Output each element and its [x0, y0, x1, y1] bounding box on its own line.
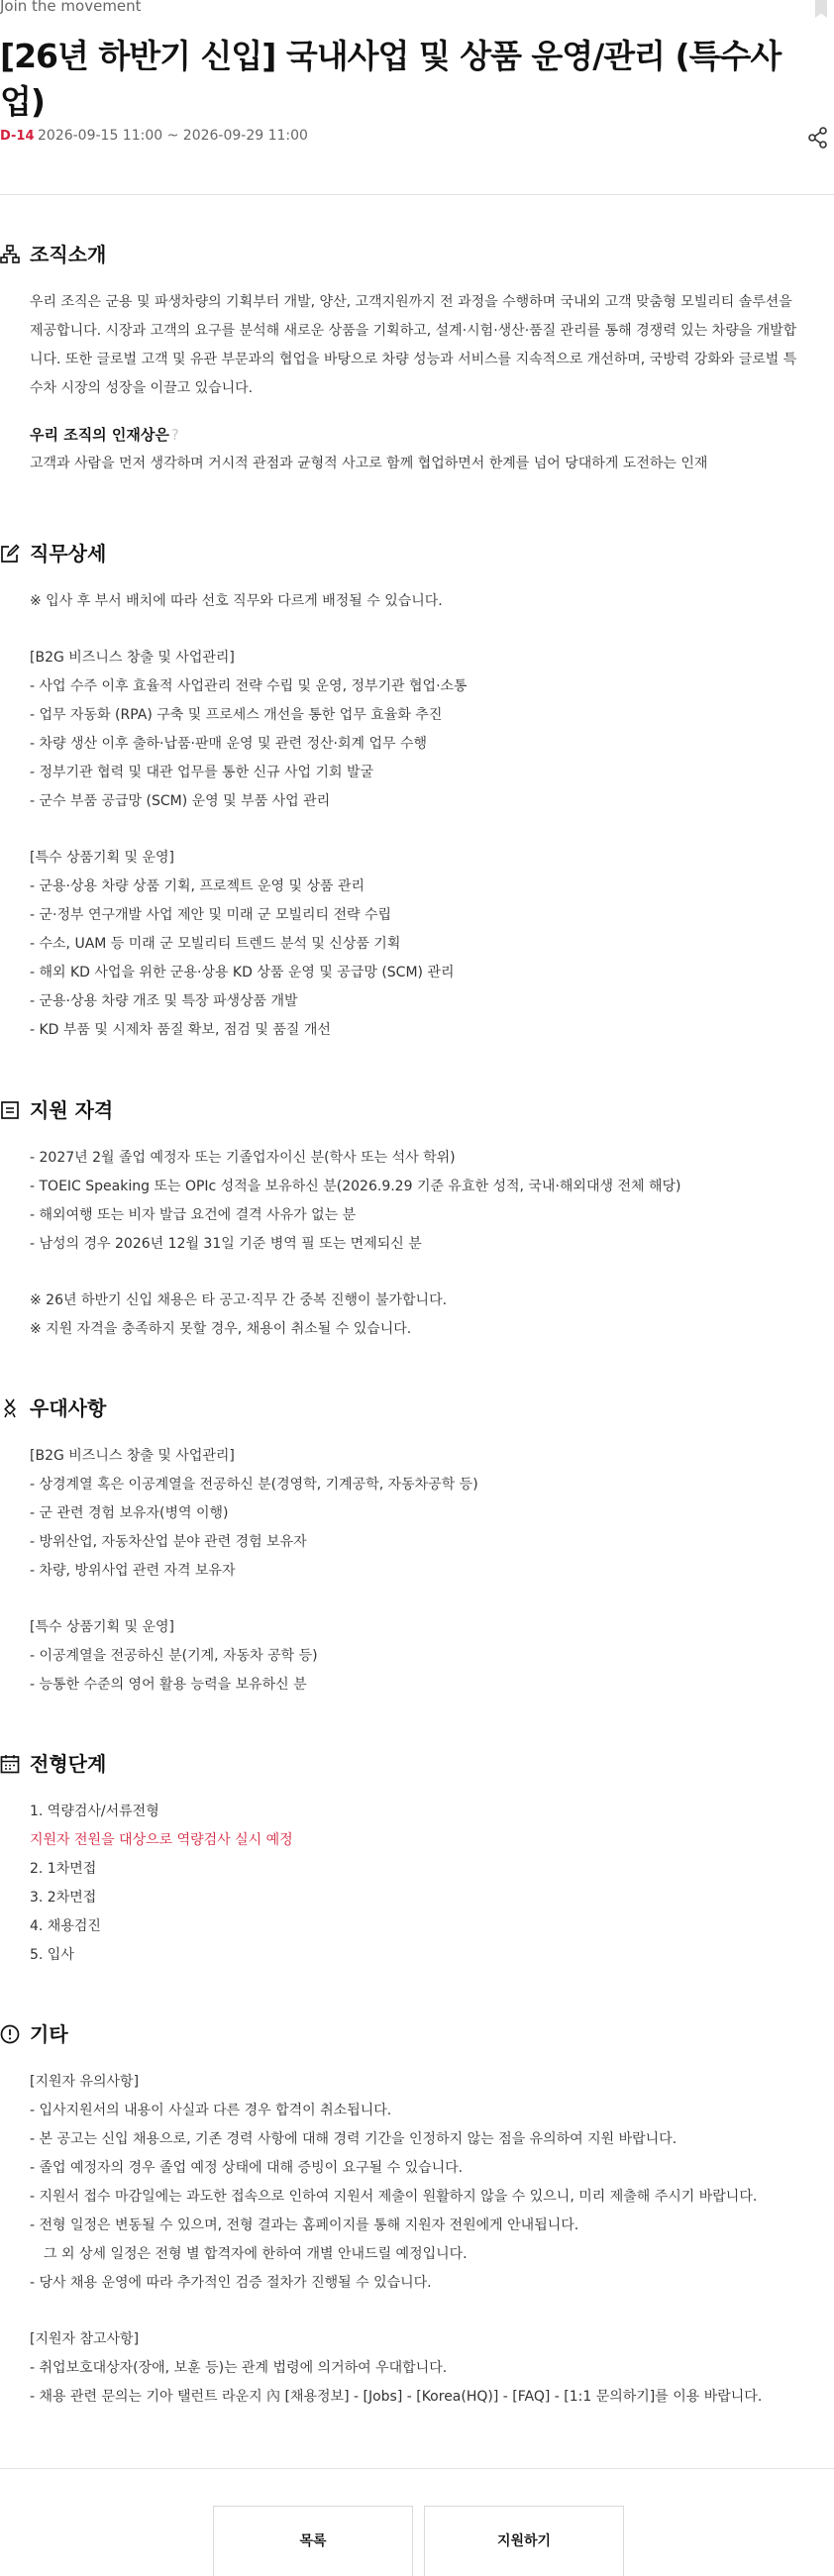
process-step: 3. 2차면접: [30, 1890, 97, 1906]
calendar-icon: [0, 1754, 20, 1774]
section-title: 전형단계: [30, 1752, 107, 1776]
section-org: [0, 241, 834, 478]
action-buttons: [0, 2506, 834, 2576]
page-title: [26년 하반기 신입] 국내사업 및 상품 운영/관리 (특수사업): [0, 37, 782, 121]
section-duty: [0, 540, 834, 1045]
eyebrow-text: Join the movement: [0, 0, 142, 15]
section-header: [0, 1750, 834, 1778]
section-header: [0, 1394, 834, 1422]
list-item: - 해외여행 또는 비자 발급 요건에 결격 사유가 없는 분: [30, 1207, 357, 1223]
header-divider: [0, 194, 834, 195]
list-item: - 수소, UAM 등 미래 군 모빌리티 트렌드 분석 및 신상품 기획: [30, 936, 401, 952]
process-step: 5. 입사: [30, 1947, 74, 1963]
section-body: [0, 1778, 834, 1970]
duty-note: ※ 입사 후 부서 배치에 따라 선호 직무와 다르게 배정될 수 있습니다.: [30, 593, 443, 609]
posting-period: 2026-09-15 11:00 ~ 2026-09-29 11:00: [38, 128, 308, 144]
talent-title: 우리 조직의 인재상은: [30, 426, 169, 444]
list-item: - 군용·상용 차량 개조 및 특장 파생상품 개발: [30, 993, 298, 1009]
apply-button[interactable]: 지원하기: [424, 2506, 624, 2576]
list-item: - 졸업 예정자의 경우 졸업 예정 상태에 대해 증빙이 요구될 수 있습니다.: [30, 2160, 464, 2176]
section-title: 우대사항: [30, 1396, 107, 1420]
section-body: [0, 567, 834, 1045]
process-step: 2. 1차면접: [30, 1861, 97, 1877]
list-item: - 해외 KD 사업을 위한 군용·상용 KD 상품 운영 및 공급망 (SCM) 관리: [30, 965, 455, 980]
list-item: - KD 부품 및 시제차 품질 확보, 점검 및 품질 개선: [30, 1022, 331, 1038]
list-item: - 전형 일정은 변동될 수 있으며, 전형 결과는 홈페이지를 통해 지원자 전원에게 안내됩니다.: [30, 2217, 579, 2233]
list-item: - 군·정부 연구개발 사업 제안 및 미래 군 모빌리티 전략 수립: [30, 907, 392, 923]
section-title: 조직소개: [30, 243, 107, 266]
notice-text: ※ 26년 하반기 신입 채용은 타 공고·직무 간 중복 진행이 불가합니다.: [30, 1292, 448, 1308]
section-body: [0, 2048, 834, 2412]
list-item: - 당사 채용 운영에 따라 추가적인 검증 절차가 진행될 수 있습니다.: [30, 2275, 432, 2291]
list-item: - 상경계열 혹은 이공계열을 전공하신 분(경영학, 기계공학, 자동차공학 등): [30, 1477, 478, 1493]
text-line: 수차 시장의 성장을 이끌고 있습니다.: [30, 380, 254, 396]
posting-meta: [0, 127, 834, 149]
section-body: [0, 268, 834, 478]
section-body: [0, 1422, 834, 1700]
process-step: 1. 역량검사/서류전형: [30, 1803, 159, 1819]
group-title: [지원자 참고사항]: [30, 2331, 140, 2347]
process-step: 4. 채용검진: [30, 1918, 101, 1934]
text-line: 니다. 또한 글로벌 고객 및 유관 부문과의 협업을 바탕으로 차량 성능과 서비스를 지속적으로 개선하며, 국방력 강화와 글로벌 특: [30, 352, 797, 367]
list-item: - 군 관련 경험 보유자(병역 이행): [30, 1505, 229, 1521]
text-line: 제공합니다. 시장과 고객의 요구를 분석해 새로운 상품을 기획하고, 설계·시험·생산·품질 관리를 통해 경쟁력 있는 차량을 개발합: [30, 323, 797, 339]
text-line: 우리 조직은 군용 및 파생차량의 기획부터 개발, 양산, 고객지원까지 전 과정을 수행하며 국내외 고객 맞춤형 모빌리티 솔루션을: [30, 294, 792, 310]
list-item: - 이공계열을 전공하신 분(기계, 자동차 공학 등): [30, 1648, 318, 1664]
top-bar: [0, 0, 834, 20]
list-item: - 취업보호대상자(장애, 보훈 등)는 관계 법령에 의거하여 우대합니다.: [30, 2360, 448, 2376]
list-item: - 지원서 접수 마감일에는 과도한 접속으로 인하여 지원서 제출이 원활하지 않을 수 있으니, 미리 제출해 주시기 바랍니다.: [30, 2189, 758, 2205]
list-item-continuation: 그 외 상세 일정은 전형 별 합격자에 한하여 개별 안내드릴 예정입니다.: [44, 2246, 468, 2262]
bookmark-icon[interactable]: [814, 0, 828, 20]
section-etc: [0, 2020, 834, 2412]
section-header: [0, 2020, 834, 2048]
section-title: 기타: [30, 2022, 68, 2046]
talent-text: 고객과 사람을 먼저 생각하며 거시적 관점과 균형적 사고로 함께 협업하면서 한계를 넘어 당대하게 도전하는 인재: [30, 456, 708, 471]
list-item: - 군수 부품 공급망 (SCM) 운영 및 부품 사업 관리: [30, 793, 331, 809]
list-item: - TOEIC Speaking 또는 OPIc 성적을 보유하신 분(2026.9.29 기준 유효한 성적, 국내·해외대생 전체 해당): [30, 1179, 681, 1194]
document-list-icon: [0, 1100, 20, 1120]
list-item: - 차량 생산 이후 출하·납품·판매 운영 및 관련 정산·회계 업무 수행: [30, 736, 428, 752]
help-mark: ?: [170, 426, 179, 444]
section-title: 지원 자격: [30, 1098, 114, 1122]
list-item: - 방위산업, 자동차산업 분야 관련 경험 보유자: [30, 1534, 307, 1550]
section-header: [0, 241, 834, 268]
notice-text: ※ 지원 자격을 충족하지 못할 경우, 채용이 취소될 수 있습니다.: [30, 1321, 412, 1337]
org-chart-icon: [0, 245, 20, 264]
group-title: [특수 상품기획 및 운영]: [30, 850, 174, 866]
section-qualification: [0, 1096, 834, 1344]
list-item: - 2027년 2월 졸업 예정자 또는 기졸업자이신 분(학사 또는 석사 학위): [30, 1150, 456, 1166]
section-preference: [0, 1394, 834, 1700]
group-title: [B2G 비즈니스 창출 및 사업관리]: [30, 1448, 235, 1464]
dday-badge: D-14: [0, 129, 35, 144]
list-item: - 본 공고는 신입 채용으로, 기존 경력 사항에 대해 경력 기간을 인정하지 않는 점을 유의하여 지원 바랍니다.: [30, 2131, 678, 2147]
process-step-note: 지원자 전원을 대상으로 역량검사 실시 예정: [30, 1832, 293, 1848]
section-header: [0, 540, 834, 567]
list-item: - 군용·상용 차량 상품 기획, 프로젝트 운영 및 상품 관리: [30, 878, 365, 894]
footer-divider: [0, 2468, 834, 2469]
medal-icon: [0, 1398, 20, 1418]
talent-heading: [30, 421, 834, 450]
list-item: - 업무 자동화 (RPA) 구축 및 프로세스 개선을 통한 업무 효율화 추진: [30, 707, 443, 723]
section-body: [0, 1124, 834, 1344]
list-item: - 차량, 방위사업 관련 자격 보유자: [30, 1563, 236, 1579]
list-item: - 채용 관련 문의는 기아 탤런트 라운지 內 [채용정보] - [Jobs] - [Korea(HQ)] - [FAQ] - [1:1 문의하기]를 이용 바랍니다.: [30, 2389, 763, 2405]
share-icon[interactable]: [808, 127, 828, 149]
list-item: - 입사지원서의 내용이 사실과 다른 경우 합격이 취소됩니다.: [30, 2103, 392, 2118]
list-button[interactable]: 목록: [213, 2506, 413, 2576]
list-item: - 남성의 경우 2026년 12월 31일 기준 병역 필 또는 면제되신 분: [30, 1236, 422, 1252]
section-header: [0, 1096, 834, 1124]
edit-icon: [0, 544, 20, 564]
list-item: - 정부기관 협력 및 대관 업무를 통한 신규 사업 기회 발굴: [30, 765, 374, 780]
section-process: [0, 1750, 834, 1970]
group-title: [지원자 유의사항]: [30, 2074, 140, 2090]
list-item: - 능통한 수준의 영어 활용 능력을 보유하신 분: [30, 1677, 307, 1693]
list-item: - 사업 수주 이후 효율적 사업관리 전략 수립 및 운영, 정부기관 협업·소통: [30, 678, 468, 694]
info-circle-icon: [0, 2024, 20, 2044]
group-title: [특수 상품기획 및 운영]: [30, 1619, 174, 1635]
group-title: [B2G 비즈니스 창출 및 사업관리]: [30, 650, 235, 666]
section-title: 직무상세: [30, 542, 107, 566]
